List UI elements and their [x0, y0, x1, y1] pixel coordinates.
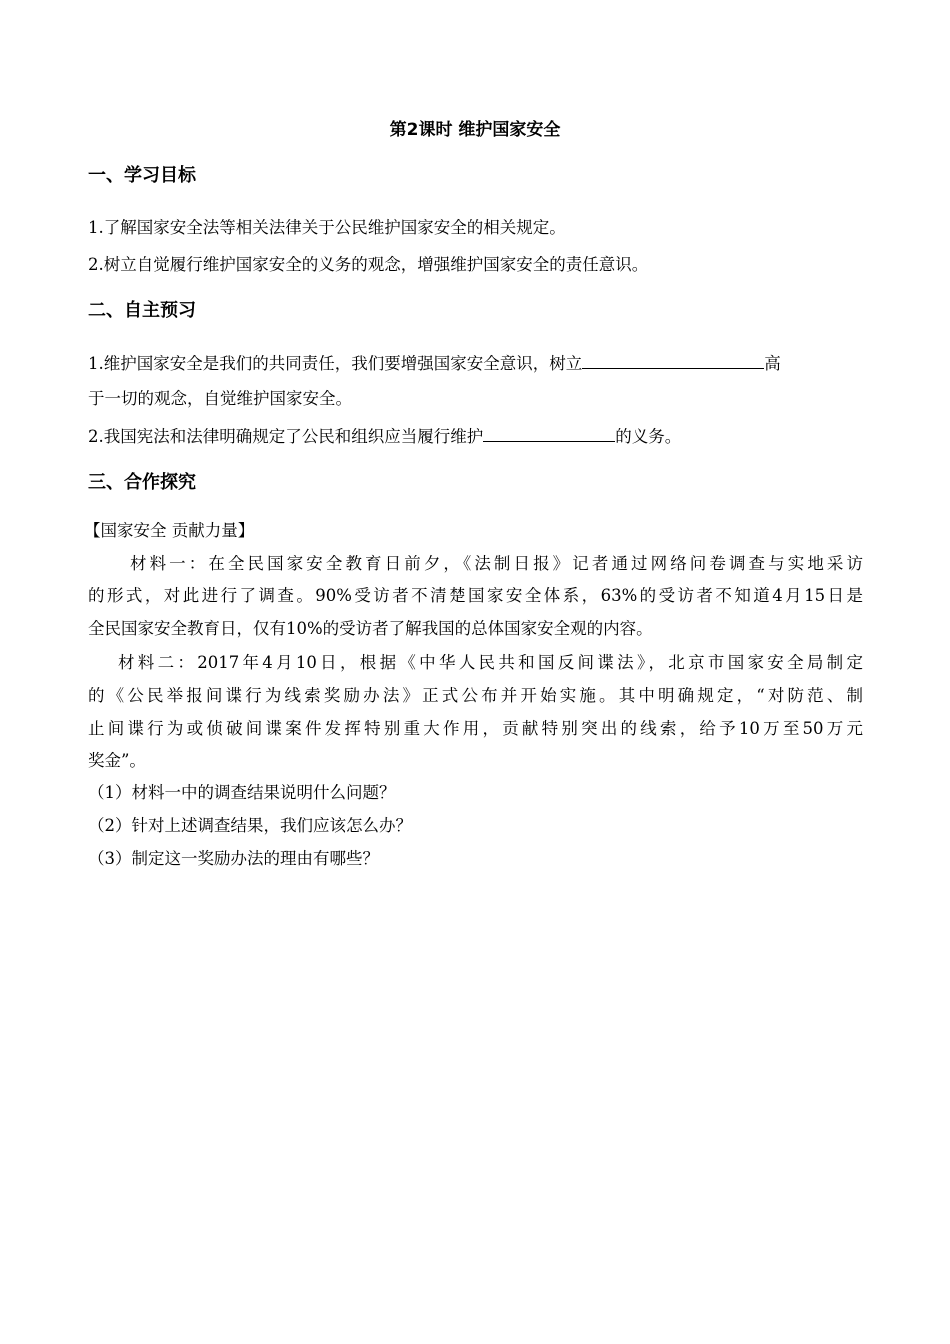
question-1: （1）材料一中的调查结果说明什么问题？ [88, 783, 396, 802]
fill-blank-1[interactable] [582, 350, 764, 369]
material2-line-4: 奖金”。 [88, 751, 146, 770]
goal-item-2: 2.树立自觉履行维护国家安全的义务的观念，增强维护国家安全的责任意识。 [88, 255, 649, 274]
goal-item-1: 1.了解国家安全法等相关法律关于公民维护国家安全的相关规定。 [88, 218, 566, 237]
material2-line-3: 止间谍行为或侦破间谍案件发挥特别重大作用，贡献特别突出的线索，给予10万至50万元 [88, 719, 863, 738]
preview-question-2 [88, 423, 681, 449]
material1-line-2: 的形式，对此进行了调查。90%受访者不清楚国家安全体系，63%的受访者不知道4月15日是 [88, 586, 863, 605]
preview-q1-text: 1.维护国家安全是我们的共同责任，我们要增强国家安全意识，树立 [88, 354, 583, 373]
preview-q2-text: 2.我国宪法和法律明确规定了公民和组织应当履行维护 [88, 427, 484, 446]
preview-q2-tail: 的义务。 [615, 427, 682, 446]
topic-label: 【国家安全 贡献力量】 [84, 521, 255, 540]
material2-line-2: 的《公民举报间谍行为线索奖励办法》正式公布并开始实施。其中明确规定，“对防范、制 [88, 686, 863, 705]
preview-question-1 [88, 350, 781, 376]
section-heading-preview: 二、自主预习 [88, 300, 196, 321]
preview-q1-continued: 于一切的观念，自觉维护国家安全。 [88, 389, 352, 408]
question-2: （2）针对上述调查结果，我们应该怎么办？ [88, 816, 412, 835]
fill-blank-2[interactable] [483, 423, 615, 442]
material2-line-1: 材料二：2017年4月10日，根据《中华人民共和国反间谍法》，北京市国家安全局制定 [118, 653, 863, 672]
material1-line-1: 材料一：在全民国家安全教育日前夕，《法制日报》记者通过网络问卷调查与实地采访 [130, 554, 863, 573]
section-heading-explore: 三、合作探究 [88, 472, 196, 493]
section-heading-goals: 一、学习目标 [88, 165, 196, 186]
preview-q1-tail: 高 [764, 354, 781, 373]
material1-line-3: 全民国家安全教育日，仅有10%的受访者了解我国的总体国家安全观的内容。 [88, 619, 653, 638]
question-3: （3）制定这一奖励办法的理由有哪些？ [88, 849, 379, 868]
page-title: 第2课时 维护国家安全 [389, 120, 561, 140]
